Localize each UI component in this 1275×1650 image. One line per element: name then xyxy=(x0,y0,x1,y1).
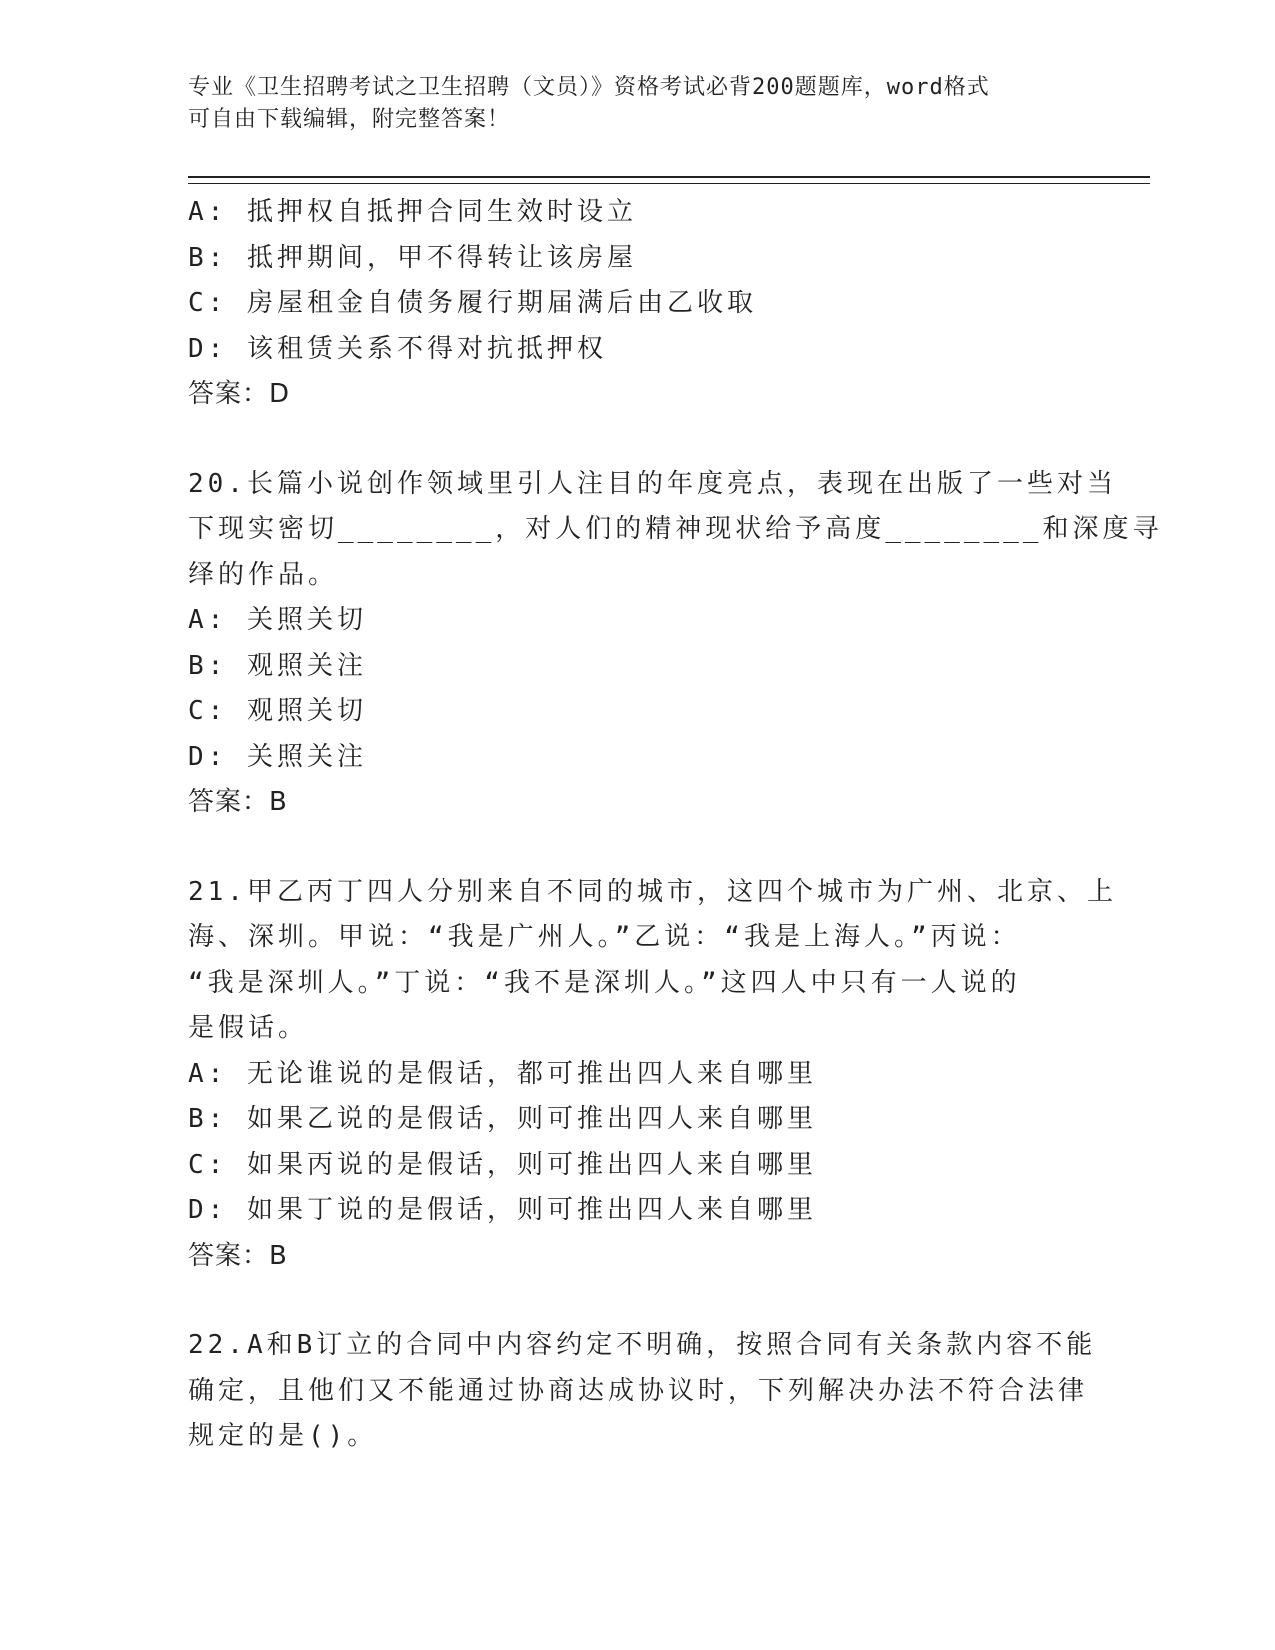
question-text: “我是深圳人。”丁说：“我不是深圳人。”这四人中只有一人说的 xyxy=(188,967,1021,998)
question-text: 下现实密切________，对人们的精神现状给予高度________和深度寻 xyxy=(188,514,1163,544)
option-d: D: 如果丁说的是假话，则可推出四人来自哪里 xyxy=(188,1195,817,1225)
question-text: 20.长篇小说创作领域里引人注目的年度亮点，表现在出版了一些对当 xyxy=(188,468,1117,499)
option-a: A: 关照关切 xyxy=(188,605,367,635)
question-21 xyxy=(188,870,1117,1280)
option-b: B: 观照关注 xyxy=(188,650,367,681)
option-d: D: 该租赁关系不得对抗抵押权 xyxy=(188,333,607,364)
document-header xyxy=(188,72,1088,136)
question-text: 规定的是()。 xyxy=(188,1421,378,1451)
question-text: 海、深圳。甲说：“我是广州人。”乙说：“我是上海人。”丙说： xyxy=(188,922,1021,952)
question-20 xyxy=(188,462,1163,826)
question-list xyxy=(188,190,1163,1460)
option-b: B: 抵押期间，甲不得转让该房屋 xyxy=(188,242,637,273)
question-22 xyxy=(188,1323,1097,1460)
header-divider xyxy=(188,176,1150,184)
question-text: 是假话。 xyxy=(188,1013,309,1043)
option-c: C: 房屋租金自债务履行期届满后由乙收取 xyxy=(188,288,757,318)
question-text: 绎的作品。 xyxy=(188,559,339,590)
option-d: D: 关照关注 xyxy=(188,741,367,772)
option-a: A: 无论谁说的是假话，都可推出四人来自哪里 xyxy=(188,1058,817,1089)
header-line-2: 可自由下载编辑，附完整答案！ xyxy=(188,107,511,132)
option-b: B: 如果乙说的是假话，则可推出四人来自哪里 xyxy=(188,1104,817,1134)
question-19 xyxy=(188,190,1088,418)
question-text: 22.A和B订立的合同中内容约定不明确，按照合同有关条款内容不能 xyxy=(188,1330,1097,1360)
question-text: 确定，且他们又不能通过协商达成协议时，下列解决办法不符合法律 xyxy=(188,1375,1089,1406)
option-a: A: 抵押权自抵押合同生效时设立 xyxy=(188,197,637,227)
answer: 答案：D xyxy=(188,379,291,409)
answer: 答案：B xyxy=(188,787,288,817)
option-c: C: 观照关切 xyxy=(188,696,367,726)
answer: 答案：B xyxy=(188,1240,288,1271)
option-c: C: 如果丙说的是假话，则可推出四人来自哪里 xyxy=(188,1149,817,1180)
question-text: 21.甲乙丙丁四人分别来自不同的城市，这四个城市为广州、北京、上 xyxy=(188,876,1117,907)
header-line-1: 专业《卫生招聘考试之卫生招聘（文员）》资格考试必背200题题库，word格式 xyxy=(188,75,990,100)
